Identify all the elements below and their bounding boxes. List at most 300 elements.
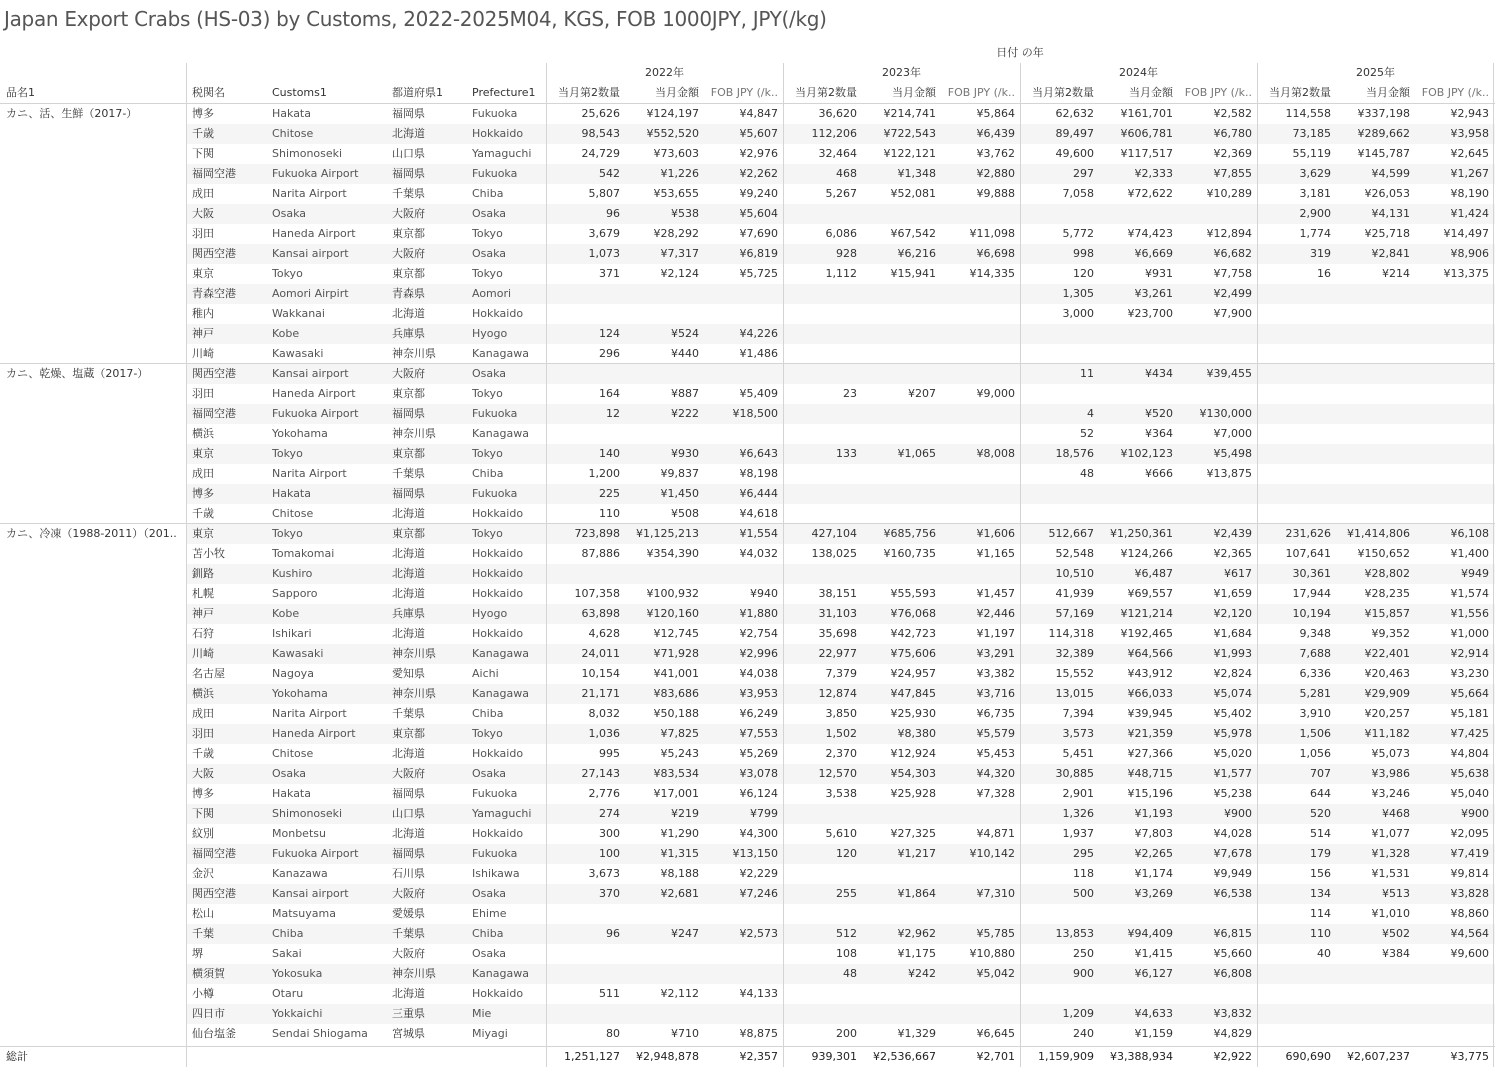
value-cell: ¥2,112 (660, 987, 699, 1000)
value-cell: ¥7,758 (1213, 267, 1252, 280)
value-cell: 274 (599, 807, 620, 820)
value-cell: ¥4,618 (739, 507, 778, 520)
value-cell: 200 (836, 1027, 857, 1040)
value-cell: 40 (1317, 947, 1331, 960)
value-cell: 297 (1073, 167, 1094, 180)
prefecture-jp: 東京都 (392, 387, 425, 400)
value-cell (1178, 504, 1257, 524)
measure-header: 当月第2数量 (795, 86, 857, 99)
value-cell: ¥18,500 (732, 407, 778, 420)
column-divider (546, 63, 547, 1067)
value-cell: 2,776 (588, 787, 620, 800)
value-cell: ¥337,198 (1357, 107, 1410, 120)
value-cell: 511 (599, 987, 620, 1000)
value-cell: ¥28,292 (653, 227, 699, 240)
value-cell: 108 (836, 947, 857, 960)
customs-jp: 横須賀 (192, 967, 225, 980)
value-cell: ¥5,725 (739, 267, 778, 280)
value-cell: ¥27,366 (1127, 747, 1173, 760)
value-cell: ¥15,941 (890, 267, 936, 280)
value-cell: ¥7,317 (660, 247, 699, 260)
customs-jp: 博多 (192, 487, 214, 500)
value-cell (1257, 464, 1336, 484)
value-cell (625, 424, 704, 444)
value-cell: ¥6,643 (739, 447, 778, 460)
value-cell: ¥3,762 (976, 147, 1015, 160)
value-cell: 10,154 (581, 667, 620, 680)
value-cell: ¥5,020 (1213, 747, 1252, 760)
measure-header: 当月金額 (655, 86, 699, 99)
measure-header: 当月金額 (1129, 86, 1173, 99)
value-cell (1415, 424, 1494, 444)
prefecture-en: Aomori (472, 287, 512, 300)
value-cell: ¥7,678 (1213, 847, 1252, 860)
value-cell: 250 (1073, 947, 1094, 960)
value-cell: ¥6,124 (739, 787, 778, 800)
measure-header: FOB JPY (/k.. (710, 86, 778, 99)
value-cell: ¥25,718 (1364, 227, 1410, 240)
value-cell: ¥1,606 (976, 527, 1015, 540)
value-cell: ¥949 (1461, 567, 1489, 580)
prefecture-en: Chiba (472, 927, 504, 940)
grand-total-label: 総計 (6, 1050, 28, 1063)
value-cell: ¥43,912 (1127, 667, 1173, 680)
customs-jp: 稚内 (192, 307, 214, 320)
value-cell (1257, 364, 1336, 384)
prefecture-en: Tokyo (472, 527, 503, 540)
measure-header: FOB JPY (/k.. (1421, 86, 1489, 99)
prefecture-en: Tokyo (472, 227, 503, 240)
value-cell: ¥207 (908, 387, 936, 400)
value-cell: ¥12,894 (1206, 227, 1252, 240)
customs-en: Haneda Airport (272, 727, 356, 740)
customs-en: Aomori Airpirt (272, 287, 349, 300)
value-cell: ¥3,958 (1450, 127, 1489, 140)
value-cell: 17,944 (1292, 587, 1331, 600)
prefecture-en: Miyagi (472, 1027, 508, 1040)
value-cell: ¥9,888 (976, 187, 1015, 200)
value-cell: ¥2,976 (739, 147, 778, 160)
value-cell (1336, 364, 1415, 384)
value-cell (1415, 464, 1494, 484)
value-cell (1099, 504, 1178, 524)
value-cell: ¥1,348 (897, 167, 936, 180)
value-cell: ¥52,081 (890, 187, 936, 200)
value-cell: 1,200 (588, 467, 620, 480)
value-cell: 98,543 (581, 127, 620, 140)
value-cell: 5,772 (1062, 227, 1094, 240)
customs-en: Narita Airport (272, 467, 347, 480)
value-cell (625, 284, 704, 304)
prefecture-jp: 大阪府 (392, 767, 425, 780)
customs-en: Kawasaki (272, 347, 324, 360)
value-cell: ¥1,400 (1450, 547, 1489, 560)
value-cell (1257, 484, 1336, 504)
value-cell: 928 (836, 247, 857, 260)
column-group-label: 日付 の年 (996, 46, 1044, 59)
value-cell (625, 904, 704, 924)
value-cell: 1,937 (1062, 827, 1094, 840)
value-cell: 4,628 (588, 627, 620, 640)
value-cell: ¥1,077 (1371, 827, 1410, 840)
measure-header: 当月第2数量 (558, 86, 620, 99)
prefecture-en: Hyogo (472, 607, 508, 620)
value-cell: ¥47,845 (890, 687, 936, 700)
prefecture-jp: 愛媛県 (392, 907, 425, 920)
value-cell (1257, 1004, 1336, 1024)
value-cell: 371 (599, 267, 620, 280)
value-cell: 133 (836, 447, 857, 460)
prefecture-en: Osaka (472, 207, 507, 220)
value-cell (862, 864, 941, 884)
dim-header: 税関名 (192, 86, 225, 99)
grand-total-value: 939,301 (811, 1050, 857, 1063)
customs-en: Osaka (272, 767, 307, 780)
value-cell: ¥219 (671, 807, 699, 820)
value-cell: 7,379 (825, 667, 857, 680)
value-cell: ¥53,655 (653, 187, 699, 200)
value-cell: ¥6,815 (1213, 927, 1252, 940)
value-cell: ¥42,723 (890, 627, 936, 640)
value-cell: ¥1,250,361 (1110, 527, 1173, 540)
value-cell: ¥8,906 (1450, 247, 1489, 260)
value-cell: ¥9,949 (1213, 867, 1252, 880)
customs-en: Kansai airport (272, 247, 349, 260)
value-cell: ¥69,557 (1127, 587, 1173, 600)
value-cell (1336, 504, 1415, 524)
value-cell: ¥617 (1224, 567, 1252, 580)
value-cell (941, 564, 1020, 584)
value-cell (1415, 1004, 1494, 1024)
value-cell: ¥6,108 (1450, 527, 1489, 540)
value-cell: ¥5,073 (1371, 747, 1410, 760)
prefecture-jp: 神奈川県 (392, 647, 436, 660)
value-cell: 255 (836, 887, 857, 900)
value-cell: 62,632 (1055, 107, 1094, 120)
customs-en: Kawasaki (272, 647, 324, 660)
value-cell: 48 (843, 967, 857, 980)
value-cell: ¥1,290 (660, 827, 699, 840)
prefecture-en: Kanagawa (472, 427, 529, 440)
value-cell: ¥214 (1382, 267, 1410, 280)
prefecture-en: Osaka (472, 947, 507, 960)
prefecture-jp: 北海道 (392, 547, 425, 560)
value-cell: 514 (1310, 827, 1331, 840)
customs-en: Hakata (272, 487, 311, 500)
value-cell: 27,143 (581, 767, 620, 780)
value-cell (1336, 284, 1415, 304)
value-cell: 16 (1317, 267, 1331, 280)
prefecture-en: Ishikawa (472, 867, 520, 880)
value-cell: ¥14,497 (1443, 227, 1489, 240)
value-cell: ¥1,125,213 (636, 527, 699, 540)
value-cell: ¥2,229 (739, 867, 778, 880)
prefecture-jp: 青森県 (392, 287, 425, 300)
prefecture-en: Tokyo (472, 727, 503, 740)
value-cell: ¥39,455 (1206, 367, 1252, 380)
value-cell: 55,119 (1292, 147, 1331, 160)
value-cell (941, 324, 1020, 344)
value-cell: 2,901 (1062, 787, 1094, 800)
value-cell: ¥3,953 (739, 687, 778, 700)
value-cell: ¥5,269 (739, 747, 778, 760)
value-cell: ¥124,197 (646, 107, 699, 120)
customs-jp: 札幌 (192, 587, 214, 600)
value-cell: ¥3,230 (1450, 667, 1489, 680)
value-cell: ¥5,607 (739, 127, 778, 140)
value-cell: ¥150,652 (1357, 547, 1410, 560)
value-cell (704, 1004, 783, 1024)
value-cell: 57,169 (1055, 607, 1094, 620)
customs-en: Kobe (272, 327, 300, 340)
prefecture-en: Osaka (472, 767, 507, 780)
value-cell (625, 364, 704, 384)
value-cell: ¥3,828 (1450, 887, 1489, 900)
measure-header: FOB JPY (/k.. (1184, 86, 1252, 99)
value-cell: ¥3,832 (1213, 1007, 1252, 1020)
value-cell (1336, 464, 1415, 484)
value-cell: ¥17,001 (653, 787, 699, 800)
prefecture-jp: 北海道 (392, 627, 425, 640)
value-cell: ¥20,463 (1364, 667, 1410, 680)
value-cell (941, 504, 1020, 524)
value-cell: ¥4,804 (1450, 747, 1489, 760)
value-cell: ¥524 (671, 327, 699, 340)
prefecture-jp: 東京都 (392, 227, 425, 240)
value-cell: ¥13,375 (1443, 267, 1489, 280)
value-cell: 3,181 (1299, 187, 1331, 200)
value-cell (941, 984, 1020, 1004)
value-cell: 1,506 (1299, 727, 1331, 740)
value-cell: ¥122,121 (883, 147, 936, 160)
value-cell: ¥2,265 (1134, 847, 1173, 860)
prefecture-en: Osaka (472, 887, 507, 900)
value-cell: ¥1,554 (739, 527, 778, 540)
value-cell: ¥54,303 (890, 767, 936, 780)
grand-total-value: ¥2,948,878 (636, 1050, 699, 1063)
value-cell (941, 1004, 1020, 1024)
customs-jp: 博多 (192, 787, 214, 800)
value-cell (1336, 484, 1415, 504)
value-cell (941, 464, 1020, 484)
value-cell: ¥5,238 (1213, 787, 1252, 800)
value-cell: ¥27,325 (890, 827, 936, 840)
value-cell: 1,056 (1299, 747, 1331, 760)
value-cell (941, 404, 1020, 424)
value-cell: ¥7,803 (1134, 827, 1173, 840)
value-cell (862, 424, 941, 444)
value-cell (941, 284, 1020, 304)
prefecture-en: Kanagawa (472, 647, 529, 660)
customs-jp: 横浜 (192, 687, 214, 700)
value-cell: ¥1,684 (1213, 627, 1252, 640)
prefecture-jp: 福岡県 (392, 787, 425, 800)
value-cell (1415, 964, 1494, 984)
value-cell (783, 864, 862, 884)
value-cell (1415, 384, 1494, 404)
grand-total-value: 1,159,909 (1038, 1050, 1094, 1063)
value-cell: ¥4,599 (1371, 167, 1410, 180)
value-cell: 124 (599, 327, 620, 340)
value-cell: ¥5,785 (976, 927, 1015, 940)
value-cell: ¥2,573 (739, 927, 778, 940)
prefecture-en: Hokkaido (472, 827, 524, 840)
customs-en: Chitose (272, 127, 314, 140)
value-cell (941, 344, 1020, 364)
grand-total-value: ¥3,388,934 (1110, 1050, 1173, 1063)
value-cell: ¥64,566 (1127, 647, 1173, 660)
dim-header: 都道府県1 (392, 86, 443, 99)
value-cell: ¥4,133 (739, 987, 778, 1000)
prefecture-en: Kanagawa (472, 967, 529, 980)
value-cell: ¥7,310 (976, 887, 1015, 900)
value-cell: ¥8,008 (976, 447, 1015, 460)
value-cell: 12,570 (818, 767, 857, 780)
value-cell (1099, 204, 1178, 224)
value-cell: ¥1,556 (1450, 607, 1489, 620)
value-cell: ¥8,190 (1450, 187, 1489, 200)
prefecture-en: Hokkaido (472, 547, 524, 560)
customs-jp: 東京 (192, 527, 214, 540)
customs-jp: 関西空港 (192, 367, 236, 380)
value-cell: ¥2,365 (1213, 547, 1252, 560)
customs-jp: 下関 (192, 147, 214, 160)
value-cell: ¥2,262 (739, 167, 778, 180)
prefecture-en: Osaka (472, 247, 507, 260)
value-cell: ¥6,249 (739, 707, 778, 720)
value-cell (862, 804, 941, 824)
value-cell (704, 564, 783, 584)
year-header-2023年: 2023年 (882, 66, 921, 79)
prefecture-jp: 千葉県 (392, 187, 425, 200)
value-cell (862, 364, 941, 384)
value-cell (625, 304, 704, 324)
value-cell: ¥24,957 (890, 667, 936, 680)
customs-en: Kansai airport (272, 367, 349, 380)
customs-jp: 成田 (192, 467, 214, 480)
prefecture-en: Ehime (472, 907, 507, 920)
value-cell: 7,058 (1062, 187, 1094, 200)
value-cell: 7,688 (1299, 647, 1331, 660)
value-cell: ¥13,150 (732, 847, 778, 860)
value-cell: ¥121,214 (1120, 607, 1173, 620)
value-cell: ¥2,841 (1371, 247, 1410, 260)
value-cell: 1,305 (1062, 287, 1094, 300)
grand-total-value: 1,251,127 (564, 1050, 620, 1063)
column-divider (783, 63, 784, 1067)
value-cell: ¥5,453 (976, 747, 1015, 760)
value-cell: ¥25,930 (890, 707, 936, 720)
value-cell (783, 504, 862, 524)
value-cell: ¥28,235 (1364, 587, 1410, 600)
value-cell (783, 464, 862, 484)
value-cell: ¥2,880 (976, 167, 1015, 180)
value-cell (1257, 964, 1336, 984)
value-cell: ¥7,425 (1450, 727, 1489, 740)
prefecture-jp: 愛知県 (392, 667, 425, 680)
value-cell: ¥7,246 (739, 887, 778, 900)
value-cell: ¥100,932 (646, 587, 699, 600)
value-cell: ¥2,120 (1213, 607, 1252, 620)
value-cell (783, 404, 862, 424)
value-cell: ¥6,216 (897, 247, 936, 260)
value-cell (783, 284, 862, 304)
customs-jp: 東京 (192, 267, 214, 280)
value-cell: 15,552 (1055, 667, 1094, 680)
value-cell (704, 424, 783, 444)
prefecture-en: Chiba (472, 187, 504, 200)
value-cell (704, 304, 783, 324)
customs-jp: 下関 (192, 807, 214, 820)
value-cell: ¥2,582 (1213, 107, 1252, 120)
value-cell: ¥25,928 (890, 787, 936, 800)
customs-en: Chiba (272, 927, 304, 940)
value-cell: ¥1,159 (1134, 1027, 1173, 1040)
value-cell: ¥502 (1382, 927, 1410, 940)
value-cell (546, 1004, 625, 1024)
value-cell (1336, 404, 1415, 424)
value-cell: ¥520 (1145, 407, 1173, 420)
prefecture-jp: 大阪府 (392, 887, 425, 900)
value-cell: 52,548 (1055, 547, 1094, 560)
value-cell: ¥12,745 (653, 627, 699, 640)
value-cell: ¥2,095 (1450, 827, 1489, 840)
prefecture-jp: 北海道 (392, 507, 425, 520)
value-cell: ¥9,814 (1450, 867, 1489, 880)
value-cell (783, 304, 862, 324)
customs-en: Narita Airport (272, 707, 347, 720)
value-cell: ¥9,000 (976, 387, 1015, 400)
value-cell: 723,898 (574, 527, 620, 540)
value-cell: ¥8,860 (1450, 907, 1489, 920)
value-cell: ¥440 (671, 347, 699, 360)
value-cell: ¥468 (1382, 807, 1410, 820)
value-cell: ¥41,001 (653, 667, 699, 680)
customs-en: Wakkanai (272, 307, 325, 320)
customs-en: Shimonoseki (272, 807, 343, 820)
value-cell: ¥5,074 (1213, 687, 1252, 700)
value-cell: ¥666 (1145, 467, 1173, 480)
value-cell (1020, 384, 1099, 404)
prefecture-en: Fukuoka (472, 487, 518, 500)
value-cell: 164 (599, 387, 620, 400)
value-cell: ¥900 (1461, 807, 1489, 820)
prefecture-en: Aichi (472, 667, 499, 680)
value-cell: 73,185 (1292, 127, 1331, 140)
value-cell: ¥7,825 (660, 727, 699, 740)
value-cell: ¥552,520 (646, 127, 699, 140)
grand-total-value: ¥2,607,237 (1347, 1050, 1410, 1063)
value-cell: ¥7,900 (1213, 307, 1252, 320)
prefecture-jp: 福岡県 (392, 487, 425, 500)
value-cell: 87,886 (581, 547, 620, 560)
value-cell (941, 204, 1020, 224)
value-cell: ¥1,424 (1450, 207, 1489, 220)
value-cell: ¥4,028 (1213, 827, 1252, 840)
value-cell: ¥1,450 (660, 487, 699, 500)
value-cell: ¥2,369 (1213, 147, 1252, 160)
value-cell: 32,389 (1055, 647, 1094, 660)
value-cell: 225 (599, 487, 620, 500)
value-cell (862, 564, 941, 584)
value-cell: ¥8,875 (739, 1027, 778, 1040)
prefecture-jp: 千葉県 (392, 467, 425, 480)
value-cell: ¥9,240 (739, 187, 778, 200)
value-cell: ¥685,756 (883, 527, 936, 540)
value-cell: 295 (1073, 847, 1094, 860)
customs-en: Sakai (272, 947, 302, 960)
value-cell: 370 (599, 887, 620, 900)
